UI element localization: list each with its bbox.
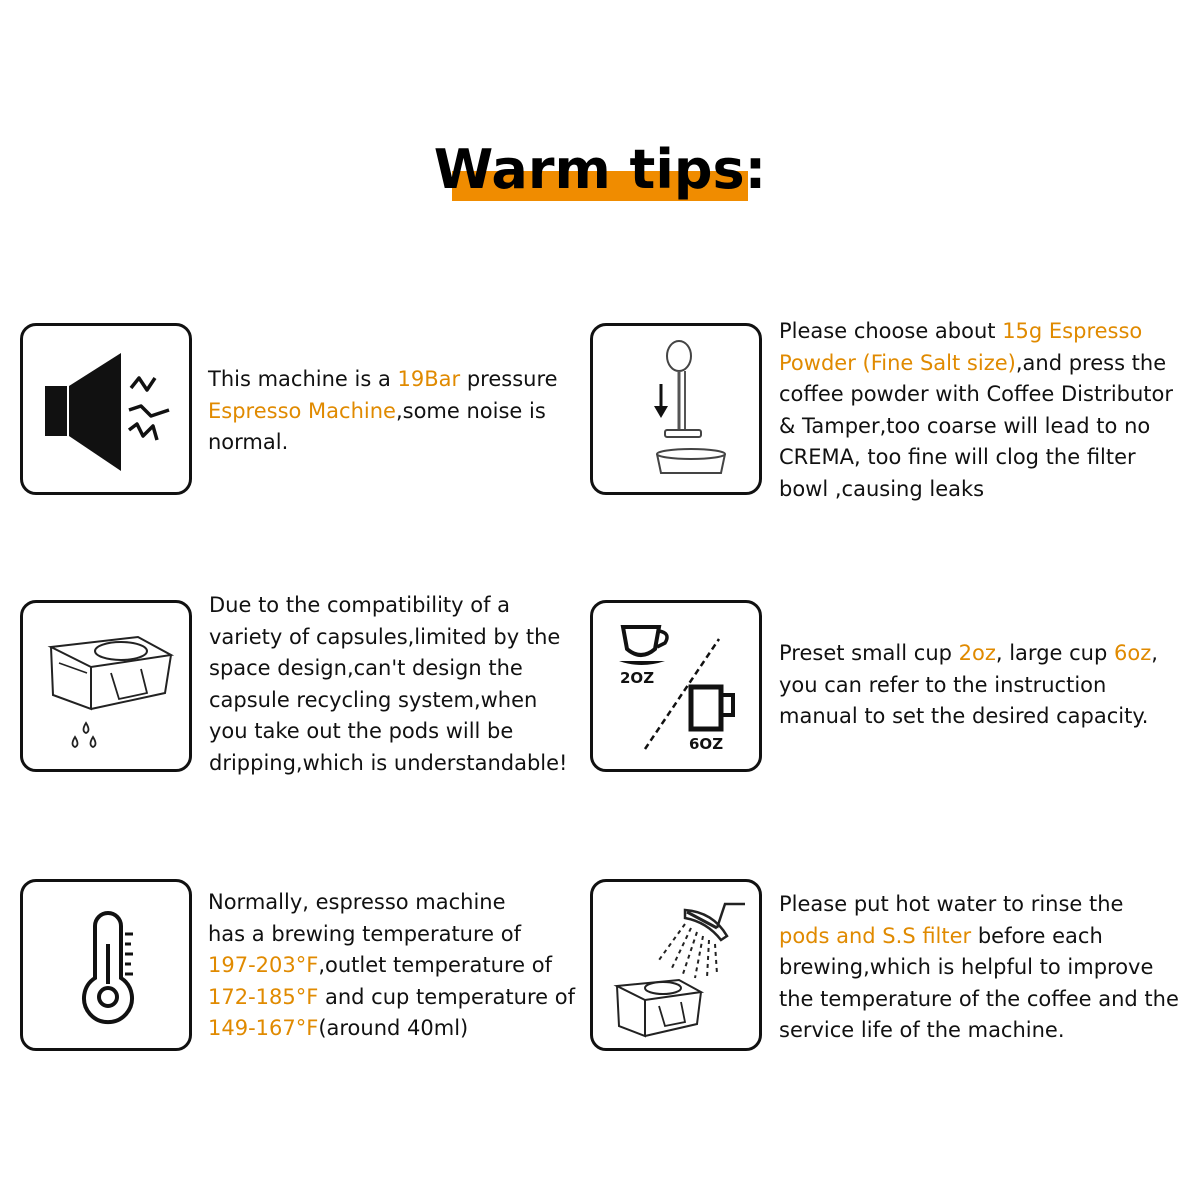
- tip-dripping-text: [209, 590, 567, 779]
- body-text: Please choose about: [779, 319, 1003, 343]
- body-text: ,and press the coffee powder with Coffee Distributor & Tamper,too coarse will lead to no CREMA, too fine will clog the filter bowl ,causing leaks: [779, 350, 1174, 501]
- thermometer-icon: [20, 879, 192, 1051]
- tip-cup-size-text: [779, 638, 1158, 733]
- body-text: This machine is a: [208, 367, 398, 391]
- tamper-icon: [590, 323, 762, 495]
- cup-large-label: 6OZ: [689, 735, 724, 753]
- capsule-holder-dripping-icon: [20, 600, 192, 772]
- speaker-noise-icon: [20, 323, 192, 495]
- tip-temperature-text: [208, 887, 575, 1045]
- highlight-text: Espresso Machine: [208, 398, 396, 423]
- highlight-text: 19Bar: [397, 367, 461, 391]
- body-text: before each brewing,which is helpful to improve the temperature of the coffee and the service life of the machine.: [779, 923, 1179, 1042]
- tip-rinse-text: [779, 889, 1179, 1047]
- highlight-text: 6oz: [1113, 641, 1152, 665]
- highlight-text: pods and S.S filter: [779, 923, 972, 948]
- page-title: Warm tips:: [433, 138, 767, 201]
- cup-sizes-icon: [590, 600, 762, 772]
- tip-noise-text: [208, 364, 558, 459]
- title-container: [0, 138, 1200, 202]
- body-text: Normally, espresso machine has a brewing temperature of: [208, 890, 522, 946]
- body-text: (around 40ml): [318, 1016, 469, 1040]
- body-text: pressure: [466, 367, 558, 391]
- highlight-text: 149-167°F: [208, 1016, 319, 1040]
- body-text: , large cup: [995, 641, 1114, 665]
- body-text: , you can refer to the instruction manual to set the desired capacity.: [779, 641, 1158, 728]
- highlight-text: 2oz: [958, 641, 996, 665]
- cup-small-label: 2OZ: [620, 669, 655, 687]
- body-text: ,outlet temperature of: [318, 953, 552, 977]
- highlight-text: 197-203°F: [208, 953, 319, 977]
- rinse-shower-icon: [590, 879, 762, 1051]
- body-text: Please put hot water to rinse the: [779, 892, 1124, 916]
- highlight-text: 15g Espresso Powder (Fine Salt size): [779, 319, 1143, 375]
- tip-powder-text: [779, 316, 1173, 505]
- body-text: ,some noise is normal.: [208, 398, 546, 454]
- body-text: Preset small cup: [779, 641, 959, 665]
- body-text: Due to the compatibility of a variety of capsules,limited by the space design,can't design the capsule recycling system,when you take out the pods will be dripping,which is understandable!: [209, 593, 568, 775]
- body-text: and cup temperature of: [325, 984, 575, 1009]
- highlight-text: 172-185°F: [208, 984, 319, 1009]
